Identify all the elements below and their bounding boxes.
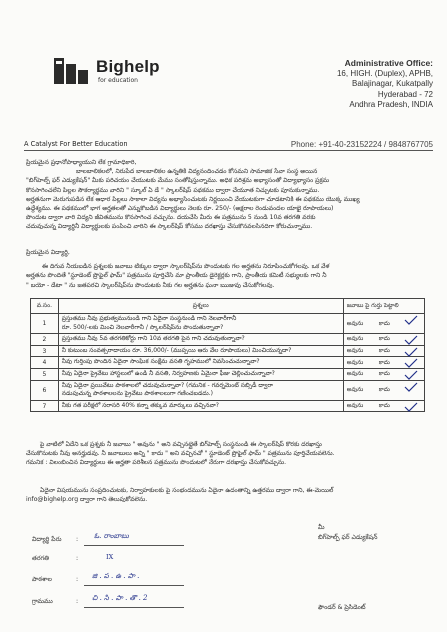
checkmark-icon — [404, 347, 418, 357]
school-label: పాఠశాల — [32, 576, 52, 583]
question-number: 6 — [31, 380, 59, 400]
question-text: నీవు ఏదైనా ప్రయివేటు పాఠశాలలో చదువుచున్నావా? (గమనిక - గవర్నమెంట్ సబ్సిడీ ద్వారా — [61, 381, 274, 389]
header-answer: జవాబు పై గుర్తు పెట్టాలి — [343, 299, 424, 314]
contact-line: ఏదైనా విషయమును సంప్రదించుటకు, నిర్వాహకులకు పై సంభందమును ఏదైనా ఉదంతాన్ని ఉత్తరము ద్వారా గాని, ఈ-మెయిల్ — [40, 487, 334, 494]
bighelp-logo-icon — [52, 56, 90, 86]
answer-cell[interactable] — [343, 380, 424, 400]
question-text: ప్రస్తుతము నీవు ప్రభుత్వమునుండి గాని ఏదైనా సంస్థనుండి గాని నెలవారీగానీ — [61, 315, 237, 322]
address-line-3: Hyderabad - 72 — [377, 89, 433, 99]
answer-no-option[interactable]: కాదు — [378, 359, 390, 366]
question-text: నీవు ఏదైనా ప్రైవేటు హాస్టలులో ఉండి నీ వసతి, నిర్వహణకు ఏమైనా ఫీజు చెల్లించుచున్నావా? — [61, 369, 275, 377]
answer-cell[interactable] — [343, 357, 424, 369]
class-label: తరగతి — [32, 555, 49, 562]
table-row — [31, 357, 425, 369]
question-cell — [58, 357, 343, 369]
question-cell — [58, 345, 343, 357]
intro-line: చదువుచున్న విద్యార్థినీ విద్యార్థులకు పంపించి వారిని ఈ స్కాలర్‌షిప్ కోసము దరఖాస్తు చేసుకొనవలసినదిగా కోరుచున్నాము. — [26, 223, 313, 231]
intro-line: "బిగ్‌హెల్ప్ ఫర్ ఎడ్యుకేషన్" మీకు పరిచయం చేయుటకు మేము సంతోషిస్తున్నాము. అధిక పరిశ్రమ అభ్యాసంతో విద్యాభ్యాసం ప్రక్రమ — [26, 177, 330, 185]
salutation: ప్రియమైన ప్రధానోపాధ్యాయుని లేక గ్రామాధికారి, — [26, 159, 137, 166]
table-header-row — [31, 299, 425, 314]
question-cell — [58, 314, 343, 334]
checkmark-icon — [404, 370, 418, 380]
village-value: చి . సి . పా . తొ . 2 — [92, 594, 148, 602]
instruction-line: ఈ దిగువ నీయబడిన ప్రశ్నలకు జవాబు టిక్కుల ద్వారా స్కాలర్‌షిప్‌ను పొందుటకు గల అర్హతను నిరూపించుకోగలవు. ఒక వేళ — [42, 263, 330, 271]
answer-no-option[interactable]: కాదు — [378, 403, 390, 410]
student-instructions — [26, 249, 430, 290]
question-text: నీకు గత పరీక్షలో సరాసరి 40% కన్నా తక్కువ మార్కులు వచ్చినవా? — [61, 401, 219, 409]
answer-cell[interactable] — [343, 314, 424, 334]
answer-yes-option[interactable]: అవును — [346, 387, 364, 394]
question-number: 3 — [31, 345, 59, 357]
office-address — [337, 58, 433, 111]
answer-no-option[interactable]: కాదు — [378, 348, 390, 355]
contact-note — [26, 486, 430, 504]
answer-cell[interactable] — [343, 334, 424, 346]
question-text-cont: రూ. 500/-లకు మించి నెలవారీగానీ / స్కాలర్‌షిప్‌ను పొందుతున్నావా? — [61, 323, 224, 331]
header-question: ప్రశ్నలు — [58, 299, 343, 314]
student-name-line — [84, 545, 184, 546]
answer-yes-option[interactable]: అవును — [346, 359, 364, 366]
answer-cell[interactable] — [343, 345, 424, 357]
table-row — [31, 368, 425, 380]
school-line — [84, 585, 184, 586]
checkmark-icon — [404, 315, 418, 325]
village-line — [84, 607, 184, 608]
header-divider — [24, 150, 433, 151]
question-text-cont: నడుపుచున్న పాఠశాలలను ప్రైవేటు పాఠశాలలుగా గణించబడదు.) — [61, 390, 213, 398]
checkmark-icon — [404, 335, 418, 345]
answer-yes-option[interactable]: అవును — [346, 348, 364, 355]
village-label: గ్రామము — [32, 598, 53, 605]
question-cell — [58, 400, 343, 412]
address-line-4: Andhra Pradesh, INDIA — [349, 100, 433, 109]
intro-line: ఉద్దేశ్యము. ఈ పథకములో భాగ అర్హతలతో ఎన్నుకొబడిన విద్యార్థులు నెలకు రూ. 250/- (అక్షరాల రెండువందల యాభై రూపాయలు) — [26, 205, 334, 213]
table-row — [31, 314, 425, 334]
question-cell — [58, 368, 343, 380]
answer-no-option[interactable]: కాదు — [378, 371, 390, 378]
table-row — [31, 345, 425, 357]
table-row — [31, 334, 425, 346]
question-number: 1 — [31, 314, 59, 334]
intro-line: బాలబాలికలలో, నిరుపేద బాలబాలికల ఉన్నతికి విద్యనందించడం కోసమని సామాజిక సేవా సంస్థ అయిన — [76, 168, 318, 176]
instruction-line: అర్హతను పొందితే "స్టూడెంట్ ప్రొఫైల్ ఫామ్" పత్రమును పూర్తిచేసి మా ప్రాంతీయ డైరెక్టర్లకు గాని, ప్రాంతీయ కమిటీ సభ్యులకు గాని నీ — [26, 272, 327, 280]
school-value: జి . ప . ఉ . పా . — [92, 572, 140, 580]
brand-subtitle: for education — [98, 77, 138, 84]
question-text: నీవు గుర్తింపు పొందిన ఏదైనా సాంఘిక సంక్షేమ వసతి గృహములో నివసించుచున్నావా? — [61, 358, 260, 366]
student-name-label: విద్యార్థి పేరు — [32, 536, 62, 543]
answer-no-option[interactable]: కాదు — [378, 336, 390, 343]
answer-no-option[interactable]: కాదు — [378, 320, 390, 327]
header-serial: వ.సం. — [31, 299, 59, 314]
intro-line: కొనసాగించలేని పిల్లల సౌకర్యార్థము వారిని " స్కూల్ ఏ డే " స్కాలర్‌షిప్ పథకము ద్వారా చేయూత నిచ్చుటకు పూనుకున్నాము. — [26, 186, 320, 194]
letter-intro — [26, 158, 430, 232]
answer-cell[interactable] — [343, 400, 424, 412]
brand-name: Bighelp — [96, 57, 160, 76]
answer-yes-option[interactable]: అవును — [346, 371, 364, 378]
eligibility-table — [30, 298, 425, 412]
address-line-2: Balajinagar, Kukatpally — [352, 79, 433, 88]
note-line: గమనిక : విలంబించిన విద్యార్థులు ఈ అర్హతా పరిశీలన పత్రమును పొందుటలో నేరుగా దరఖాస్తు చేసుకోవచ్చును. — [26, 459, 287, 467]
question-cell — [58, 334, 343, 346]
answer-cell[interactable] — [343, 368, 424, 380]
question-number: 2 — [31, 334, 59, 346]
class-value: IX — [106, 553, 114, 561]
signature-organization: బిగ్‌హెల్ప్ ఫర్ ఎడ్యుకేషన్ — [318, 534, 378, 541]
question-cell — [58, 380, 343, 400]
student-salutation: ప్రియమైన విద్యార్థి, — [26, 249, 70, 256]
question-number: 5 — [31, 368, 59, 380]
instruction-line: " బయో - డేటా " ను జతపరచి స్కాలర్‌షిప్‌ను పొందుటకు నీకు గల అర్హతను ఘనా ఋజువు చేసుకోగలవు. — [26, 281, 275, 289]
table-row — [31, 380, 425, 400]
answer-yes-option[interactable]: అవును — [346, 336, 364, 343]
intro-line: అర్హతనుగా మెరుగుపడిన లేక ఆధార పిల్లలు సాకాలా విద్యను అభ్యాసించుటకు నిర్ణయించి వేయుటకుగా చూడటానికి ఈ పథకము యొక్క ముఖ్య — [26, 195, 360, 203]
checkmark-icon — [404, 382, 418, 392]
student-name-value: ఓ. రాంబాబు — [94, 532, 129, 540]
intro-line: పొందుట ద్వారా వారి విద్యని జీవితమును కొనసాగించ వచ్చును. దయచేసి మీరు ఈ పత్రమును 5 నుండి 10వ తరగతి వరకు — [26, 214, 316, 222]
eligibility-note — [26, 440, 430, 468]
answer-yes-option[interactable]: అవును — [346, 320, 364, 327]
signature-title: ఫౌండర్ & ప్రెసిడెంట్ — [318, 604, 366, 611]
question-number: 4 — [31, 357, 59, 369]
contact-line: info@bighelp.org ద్వారా గాని తెలుపుకోవలెను. — [26, 496, 148, 504]
question-text: నీ కుటుంబ సంవత్సరాదాయం రూ. 36,000/- (ముప్పయి ఆరు వేల రూపాయలు) మించియున్నదా? — [61, 346, 292, 354]
checkmark-icon — [404, 402, 418, 412]
phone-number: Phone: +91-40-23152224 / 9848767705 — [290, 140, 433, 149]
note-line: చేసుకొనుటకు నీవు అనర్హుడవు. నీ జవాబులు అన్ని " కాదు " అని వచ్చినచో " స్టూడెంట్ ప్రొఫైల్ ఫామ్ " పత్రమును పూర్తిచేయవలెను. — [26, 450, 335, 458]
office-heading: Administrative Office: — [344, 58, 433, 68]
question-text: ప్రస్తుతము నీవు 5వ తరగతికోర్టు గాని 10వ తరగతి పైన గాని చదువుతున్నావా? — [61, 335, 245, 343]
answer-no-option[interactable]: కాదు — [378, 387, 390, 394]
signature-salutation: మీ — [318, 524, 325, 531]
note-line: పై వాటిలో ఏదేని ఒక ప్రశ్నకు నీ జవాబు " అవును " అని వచ్చినట్లైతే బిగ్‌హెల్ప్ సంస్థనుండి ఈ స్కాలర్‌షిప్ కొరకు దరఖాస్తు — [40, 441, 322, 448]
tagline: A Catalyst For Better Education — [24, 140, 128, 148]
checkmark-icon — [404, 358, 418, 368]
document-page: Bighelp for education A Catalyst For Better Education Administrative Office: 16, HIGH. (Duplex), APHB, Balajinagar, Kukatpally Hyderabad - 72 Andhra Pradesh, INDIA Phone: +91-40-23152224 / 9848767705 ప్రియమైన ప్రధానోపాధ్యాయుని లేక గ్రామాధికారి, బాలబాలికలలో, నిరుపేద బాలబాలికల ఉన్నతికి విద్యనందించడం కోసమని సామాజిక సేవా సంస్థ అయిన "బిగ్‌హెల్ప్ ఫర్ ఎడ్యుకేషన్" మీకు పరిచయం చేయుటకు మేము సంతోషిస్తున్నాము. అధిక పరిశ్రమ అభ్యాసంతో విద్యాభ్యాసం ప్రక్రమ కొనసాగించలేని పిల్లల సౌకర్యార్థము వారిని " స్కూల్ ఏ డే " స్కాలర్‌షిప్ పథకము ద్వారా చేయూత నిచ్చుటకు పూనుకున్నాము. అర్హతనుగా మెరుగుపడిన లేక ఆధార పిల్లలు సాకాలా విద్యను అభ్యాసించుటకు నిర్ణయించి వేయుటకుగా చూడటానికి ఈ పథకము యొక్క ముఖ్య ఉద్దేశ్యము. ఈ పథకములో భాగ అర్హతలతో ఎన్నుకొబడిన విద్యార్థులు నెలకు రూ. 250/- (అక్షరాల రెండువందల యాభై రూపాయలు) పొందుట ద్వారా వారి విద్యని జీవితమును కొనసాగించ వచ్చును. దయచేసి మీరు ఈ పత్రమును 5 నుండి 10వ తరగతి వరకు చదువుచున్న విద్యార్థినీ విద్యార్థులకు పంపించి వారిని ఈ స్కాలర్‌షిప్ కోసము దరఖాస్తు చేసుకొనవలసినదిగా కోరుచున్నాము. ప్రియమైన విద్యార్థి, ఈ దిగువ నీయబడిన ప్రశ్నలకు జవాబు టిక్కుల ద్వారా స్కాలర్‌షిప్‌ను పొందుటకు గల అర్హతను నిరూపించుకోగలవు. ఒక వేళ అర్హతను పొందితే "స్టూడెంట్ ప్రొఫైల్ ఫామ్" పత్రమును పూర్తిచేసి మా ప్రాంతీయ డైరెక్టర్లకు గాని, ప్రాంతీయ కమిటీ సభ్యులకు గాని నీ " బయో - డేటా " ను జతపరచి స్కాలర్‌షిప్‌ను పొందుటకు నీకు గల అర్హతను ఘనా ఋజువు చేసుకోగలవు. వ.సం. ప్రశ్నలు జవాబు పై గుర్తు పెట్టాలి 1 ప్రస్తుతము నీవు ప్రభుత్వమునుండి గాని ఏదైనా సంస్థనుండి గాని నెలవారీగానీ రూ. 500/-లకు మించి నెలవారీగానీ / స్కాలర్‌షిప్‌ను పొందుతున్నావా? అవును కాదు 2 ప్రస్తుతము నీవు 5వ తరగతికోర్టు గాని 10వ తరగతి పైన గాని చదువుతున్నావా? అవును కాదు 3 నీ కుటుంబ సంవత్సరాదాయం రూ. 36,000/- (ముప్పయి ఆరు వేల రూపాయలు) మించియున్నదా? అవును కాదు 4 నీవు గుర్తింపు పొందిన ఏదైనా సాంఘిక సంక్షేమ వసతి గృహములో నివసించుచున్నావా? అవును కాదు 5 నీవు ఏదైనా ప్రైవేటు హాస్టలులో ఉండి నీ వసతి, నిర్వహణకు ఏమైనా ఫీజు చెల్లించుచున్నావా? అవును కాదు 6 నీవు ఏదైనా ప్రయివేటు పాఠశాలలో చదువుచున్నావా? (గమనిక - గవర్నమెంట్ సబ్సిడీ ద్వారా నడుపుచున్న పాఠశాలలను ప్రైవేటు పాఠశాలలుగా గణించబడదు.) అవును కాదు 7 నీకు గత పరీక్షలో సరాసరి 40% కన్నా తక్కువ మార్కులు వచ్చినవా? అవును కాదు పై వాటిలో ఏదేని ఒక ప్రశ్నకు నీ జవాబు " అవును " అని వచ్చినట్లైతే బిగ్‌హెల్ప్ సంస్థనుండి ఈ స్కాలర్‌షిప్ కొరకు దరఖాస్తు చేసుకొనుటకు నీవు అనర్హుడవు. నీ జవాబులు అన్ని " కాదు " అని వచ్చినచో " స్టూడెంట్ ప్రొఫైల్ ఫామ్ " పత్రమును పూర్తిచేయవలెను. గమనిక : విలంబించిన విద్యార్థులు ఈ అర్హతా పరిశీలన పత్రమును పొందుటలో నేరుగా దరఖాస్తు చేసుకోవచ్చును. ఏదైనా విషయమును సంప్రదించుటకు, నిర్వాహకులకు పై సంభందమును ఏదైనా ఉదంతాన్ని ఉత్తరము ద్వారా గాని, ఈ-మెయిల్ info@bighelp.org ద్వారా గాని తెలుపుకోవలెను. విద్యార్థి పేరు : ఓ. రాంబాబు తరగతి : IX పాఠశాల : జి . ప . ఉ . పా . గ్రామము : చి . సి . పా . తొ . 2 మీ బిగ్‌హెల్ప్ ఫర్ ఎడ్యుకేషన్ ఫౌండర్ & ప్రెసిడెంట్ — [24, 57, 433, 611]
answer-yes-option[interactable]: అవును — [346, 403, 364, 410]
address-line-1: 16, HIGH. (Duplex), APHB, — [336, 68, 433, 78]
table-row — [31, 400, 425, 412]
question-number: 7 — [31, 400, 59, 412]
